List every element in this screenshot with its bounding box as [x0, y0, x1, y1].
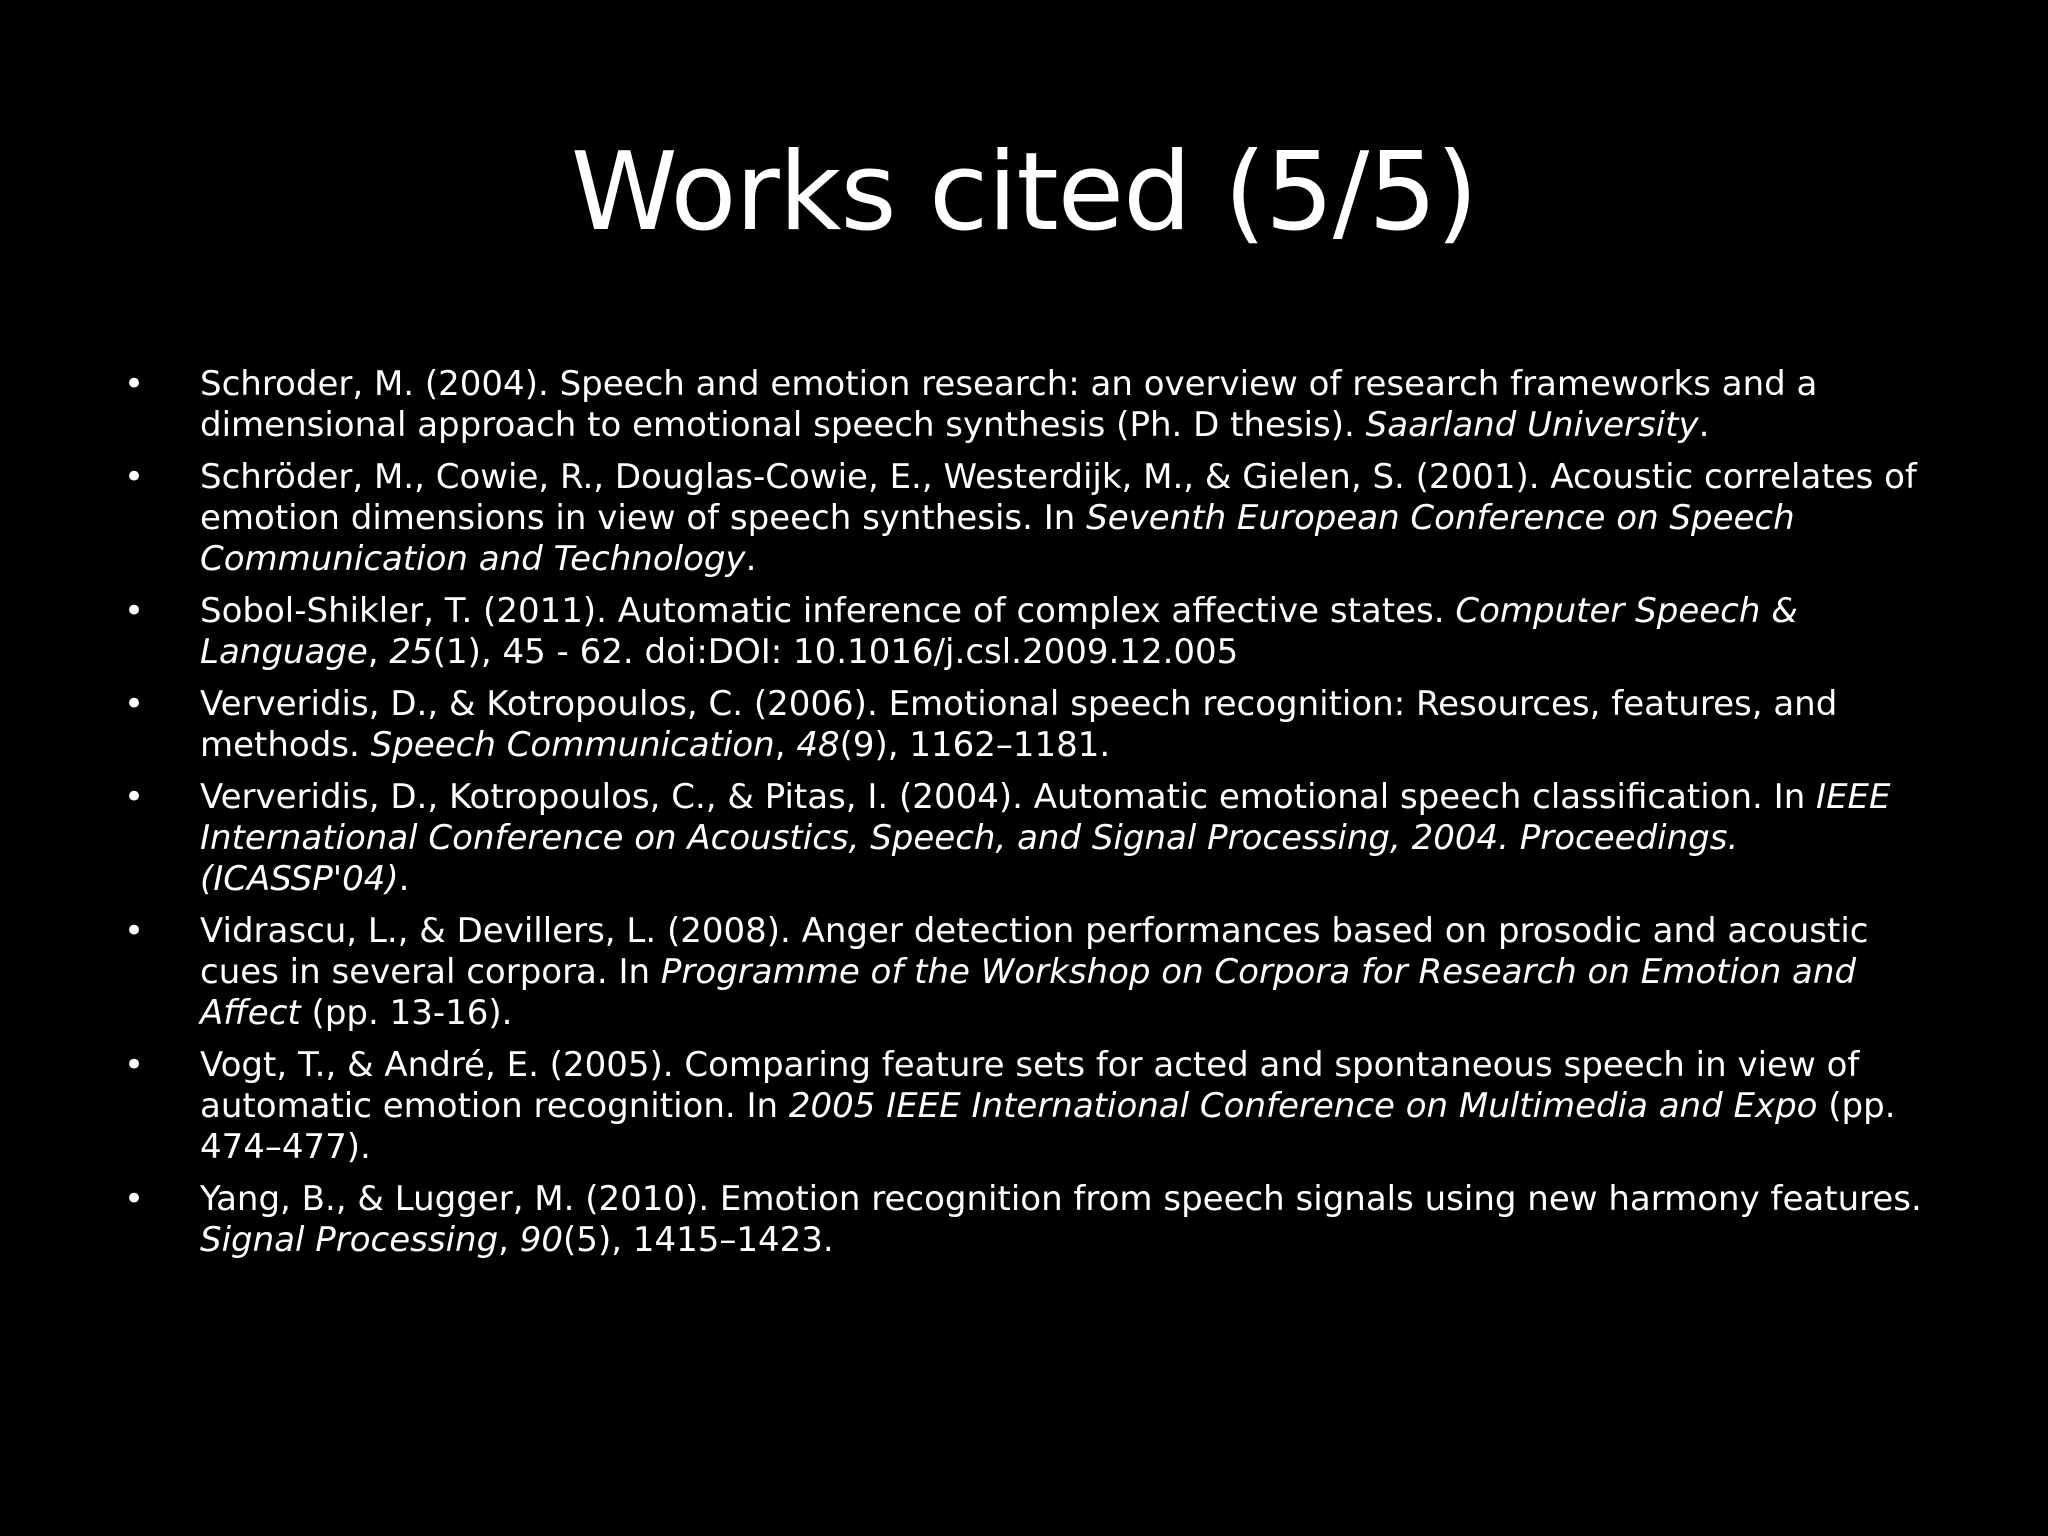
reference-segment: ,	[498, 1220, 520, 1260]
reference-segment: Yang, B., & Lugger, M. (2010). Emotion recognition from speech signals using new harmony features.	[200, 1179, 1922, 1219]
reference-segment: .	[398, 859, 410, 899]
reference-italic-segment: 48	[796, 725, 840, 765]
bullet-icon: •	[124, 457, 145, 497]
reference-item	[124, 911, 1944, 1034]
reference-segment: ,	[367, 632, 390, 672]
bullet-icon: •	[124, 777, 145, 817]
reference-italic-segment: Computer Speech & Language	[200, 591, 1798, 672]
reference-item	[124, 777, 1944, 900]
bullet-icon: •	[124, 911, 145, 951]
reference-item	[124, 1045, 1944, 1168]
reference-text	[200, 364, 1944, 446]
reference-segment: (9), 1162–1181.	[839, 725, 1111, 765]
reference-italic-segment: 25	[389, 632, 433, 672]
bullet-icon: •	[124, 364, 145, 404]
reference-segment: Vogt, T., & André, E. (2005). Comparing feature sets for acted and spontaneous speech in view of automatic emotion recognition. In	[200, 1045, 1860, 1126]
reference-text	[200, 911, 1944, 1034]
reference-segment: (pp. 13-16).	[300, 993, 513, 1033]
reference-text	[200, 591, 1944, 673]
reference-text	[200, 684, 1944, 766]
reference-segment: Ververidis, D., & Kotropoulos, C. (2006). Emotional speech recognition: Resources, features, and methods.	[200, 684, 1838, 765]
reference-item	[124, 684, 1944, 766]
reference-italic-segment: 90	[519, 1220, 564, 1260]
reference-italic-segment: Speech Communication	[370, 725, 775, 765]
reference-italic-segment: 2005 IEEE International Conference on Multimedia and Expo	[788, 1086, 1818, 1126]
reference-list	[124, 364, 1944, 1272]
reference-segment: Vidrascu, L., & Devillers, L. (2008). Anger detection performances based on prosodic and acoustic cues in several corpora. In	[200, 911, 1869, 992]
reference-segment: Schröder, M., Cowie, R., Douglas-Cowie, E., Westerdijk, M., & Gielen, S. (2001). Acoustic correlates of emotion dimensions in view of speech synthesis. In	[200, 457, 1917, 538]
reference-segment: (pp. 474–477).	[200, 1086, 1896, 1167]
reference-text	[200, 777, 1944, 900]
reference-item	[124, 591, 1944, 673]
reference-italic-segment: Seventh European Conference on Speech Communication and Technology	[200, 498, 1795, 579]
reference-segment: .	[745, 539, 757, 579]
reference-text	[200, 1045, 1944, 1168]
reference-segment: (1), 45 - 62. doi:DOI: 10.1016/j.csl.2009.12.005	[432, 632, 1239, 672]
reference-italic-segment: Signal Processing	[200, 1220, 499, 1260]
bullet-icon: •	[124, 1045, 145, 1085]
reference-segment: .	[1698, 405, 1710, 445]
bullet-icon: •	[124, 684, 145, 724]
reference-item	[124, 1179, 1944, 1261]
reference-item	[124, 457, 1944, 580]
bullet-icon: •	[124, 591, 145, 631]
reference-italic-segment: Saarland University	[1365, 405, 1699, 445]
bullet-icon: •	[124, 1179, 145, 1219]
reference-italic-segment: Programme of the Workshop on Corpora for Research on Emotion and Affect	[200, 952, 1857, 1033]
reference-segment: (5), 1415–1423.	[563, 1220, 834, 1260]
reference-text	[200, 1179, 1944, 1261]
reference-text	[200, 457, 1944, 580]
reference-italic-segment: IEEE International Conference on Acoustics, Speech, and Signal Processing, 2004. Proceedings.(ICASSP'04)	[200, 777, 1891, 899]
slide-title: Works cited (5/5)	[570, 130, 1478, 255]
reference-segment: Sobol-Shikler, T. (2011). Automatic inference of complex affective states.	[200, 591, 1456, 631]
reference-segment: ,	[774, 725, 797, 765]
reference-item	[124, 364, 1944, 446]
reference-segment: Schroder, M. (2004). Speech and emotion research: an overview of research frameworks and a dimensional approach to emotional speech synthesis (Ph. D thesis).	[200, 364, 1818, 445]
reference-segment: Ververidis, D., Kotropoulos, C., & Pitas, I. (2004). Automatic emotional speech classification. In	[200, 777, 1817, 817]
